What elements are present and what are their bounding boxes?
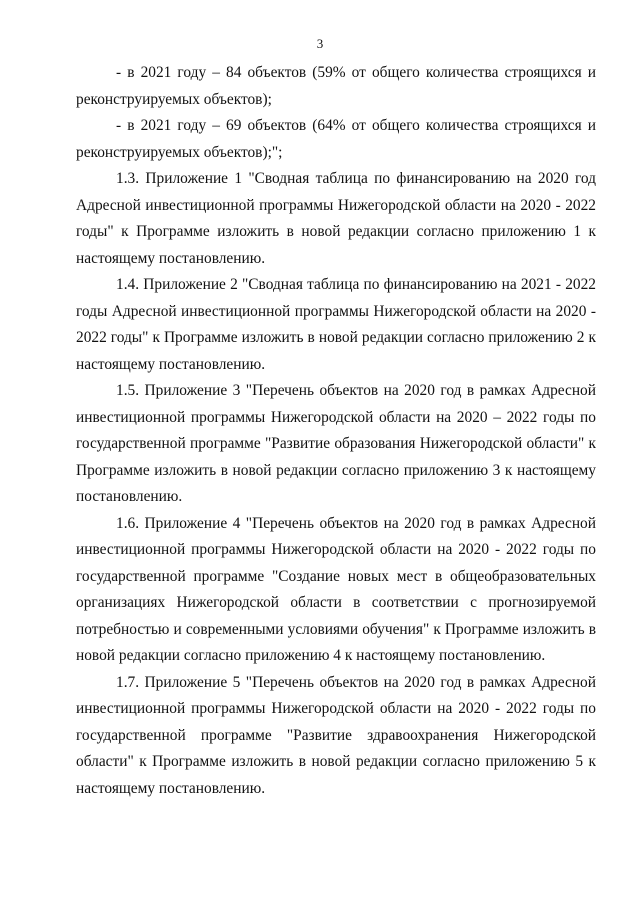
paragraph-1-7: 1.7. Приложение 5 "Перечень объектов на 2020 год в рамках Адресной инвестиционной программы Нижегородской области на 2020 - 2022 годы по государственной программе "Развитие здравоохранения Нижегородской области" к Программе изложить в новой редакции согласно приложению 5 к настоящему постановлению. bbox=[76, 673, 596, 797]
document-body bbox=[76, 60, 596, 802]
paragraph-2021-69-objects: - в 2021 году – 69 объектов (64% от общего количества строящихся и реконструируемых объектов);"; bbox=[76, 117, 596, 161]
paragraph-1-3: 1.3. Приложение 1 "Сводная таблица по финансированию на 2020 год Адресной инвестиционной программы Нижегородской области на 2020 - 2022 годы" к Программе изложить в новой редакции согласно приложению 1 к настоящему постановлению. bbox=[76, 170, 596, 267]
page-number: 3 bbox=[316, 36, 324, 51]
paragraph-2021-84-objects: - в 2021 году – 84 объектов (59% от общего количества строящихся и реконструируемых объектов); bbox=[76, 64, 596, 108]
paragraph-1-5: 1.5. Приложение 3 "Перечень объектов на 2020 год в рамках Адресной инвестиционной программы Нижегородской области на 2020 – 2022 годы по государственной программе "Развитие образования Нижегородской области" к Программе изложить в новой редакции согласно приложению 3 к настоящему постановлению. bbox=[76, 382, 596, 505]
paragraph-1-4: 1.4. Приложение 2 "Сводная таблица по финансированию на 2021 - 2022 годы Адресной инвестиционной программы Нижегородской области на 2020 - 2022 годы" к Программе изложить в новой редакции согласно приложению 2 к настоящему постановлению. bbox=[76, 276, 596, 373]
paragraph-1-6: 1.6. Приложение 4 "Перечень объектов на 2020 год в рамках Адресной инвестиционной программы Нижегородской области на 2020 - 2022 годы по государственной программе "Создание новых мест в общеобразовательных организациях Нижегородской области в соответствии с прогнозируемой потребностью и современными условиями обучения" к Программе изложить в новой редакции согласно приложению 4 к настоящему постановлению. bbox=[76, 514, 596, 664]
